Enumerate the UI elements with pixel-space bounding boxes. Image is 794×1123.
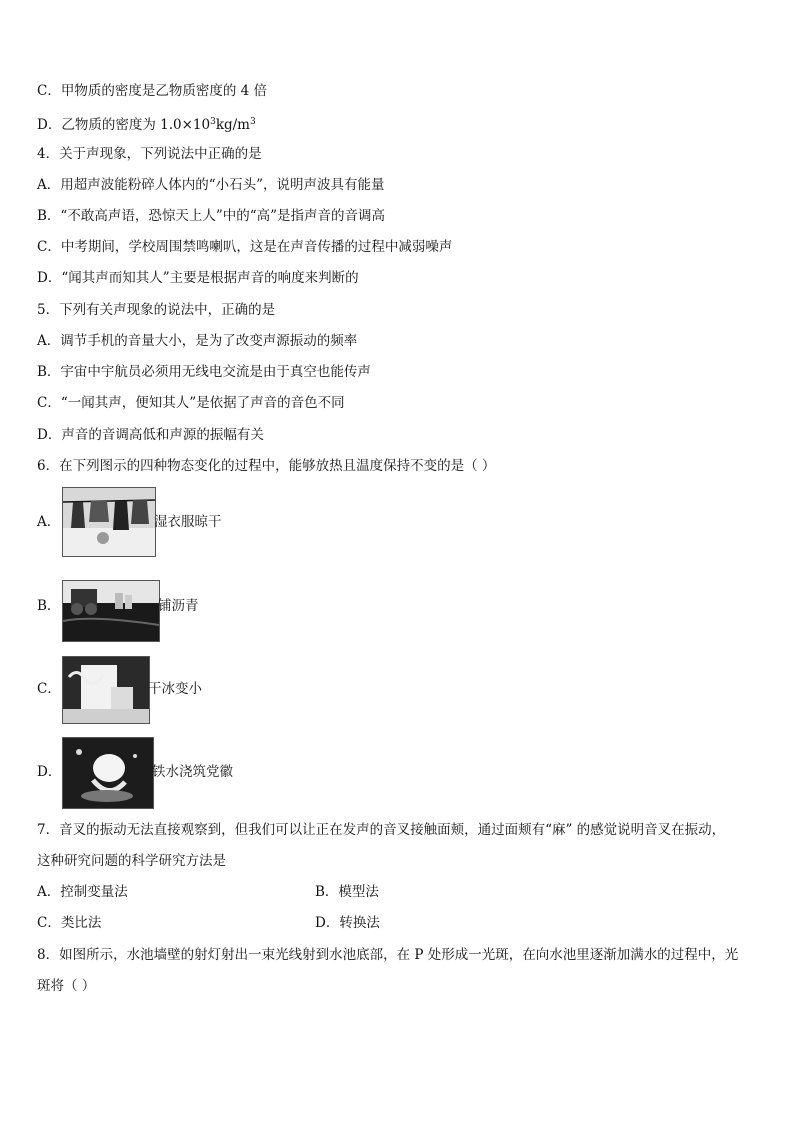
q6-option-a-caption: 湿衣服晾干	[154, 514, 222, 530]
q6-stem: 6．在下列图示的四种物态变化的过程中，能够放热且温度保持不变的是（ ）	[37, 458, 496, 474]
q6-option-d-caption: 铁水浇筑党徽	[152, 764, 233, 780]
q5-option-b: B．宇宙中宇航员必须用无线电交流是由于真空也能传声	[37, 364, 371, 380]
q4-option-c: C．中考期间，学校周围禁鸣喇叭，这是在声音传播的过程中减弱噪声	[37, 239, 453, 255]
q6-option-a-label: A．	[37, 514, 61, 530]
q5-stem: 5．下列有关声现象的说法中，正确的是	[37, 302, 276, 318]
q6-option-c-caption: 干冰变小	[148, 681, 202, 697]
q8-stem-line1: 8．如图所示，水池墙壁的射灯射出一束光线射到水池底部，在 P 处形成一光斑，在向水池里逐渐加满水的过程中，光	[37, 947, 739, 963]
q5-option-c: C．“一闻其声，便知其人”是依据了声音的音色不同	[37, 395, 345, 411]
q3-option-d-unit-exponent: 3	[249, 117, 256, 127]
q6-option-b-label: B．	[37, 598, 61, 614]
q7-stem-line2: 这种研究问题的科学研究方法是	[37, 853, 226, 869]
q7-option-a: A．控制变量法	[37, 884, 128, 900]
q6-option-b-caption: 铺沥青	[158, 598, 199, 614]
q5-option-d: D．声音的音调高低和声源的振幅有关	[37, 427, 264, 443]
q4-stem: 4．关于声现象，下列说法中正确的是	[37, 146, 262, 162]
q3-option-d-text: D．乙物质的密度为 1.0×10	[37, 117, 211, 133]
q6-option-c-label: C．	[37, 681, 61, 697]
q8-stem-line2: 斑将（ ）	[37, 978, 96, 994]
q3-option-d-unit: kg/m	[215, 117, 250, 133]
dry-ice-photo	[62, 656, 150, 724]
q3-option-c: C．甲物质的密度是乙物质密度的 4 倍	[37, 83, 268, 99]
q7-option-b: B．模型法	[315, 884, 379, 900]
q3-option-d	[37, 112, 256, 135]
asphalt-paving-photo	[62, 580, 160, 642]
clothes-drying-photo	[62, 487, 156, 557]
molten-iron-casting-photo	[62, 737, 154, 809]
q4-option-a: A．用超声波能粉碎人体内的“小石头”，说明声波具有能量	[37, 177, 385, 193]
q3-option-d-exponent: 3	[210, 117, 216, 127]
q7-option-c: C．类比法	[37, 915, 102, 931]
q6-option-d-label: D．	[37, 764, 62, 780]
q4-option-d: D．“闻其声而知其人”主要是根据声音的响度来判断的	[37, 270, 359, 286]
q4-option-b: B．“不敢高声语，恐惊天上人”中的“高”是指声音的音调高	[37, 208, 386, 224]
q7-option-d: D．转换法	[315, 915, 380, 931]
q7-stem-line1: 7．音叉的振动无法直接观察到，但我们可以让正在发声的音叉接触面颊，通过面颊有“麻” 的感觉说明音叉在振动，	[37, 822, 726, 838]
q5-option-a: A．调节手机的音量大小，是为了改变声源振动的频率	[37, 333, 358, 349]
